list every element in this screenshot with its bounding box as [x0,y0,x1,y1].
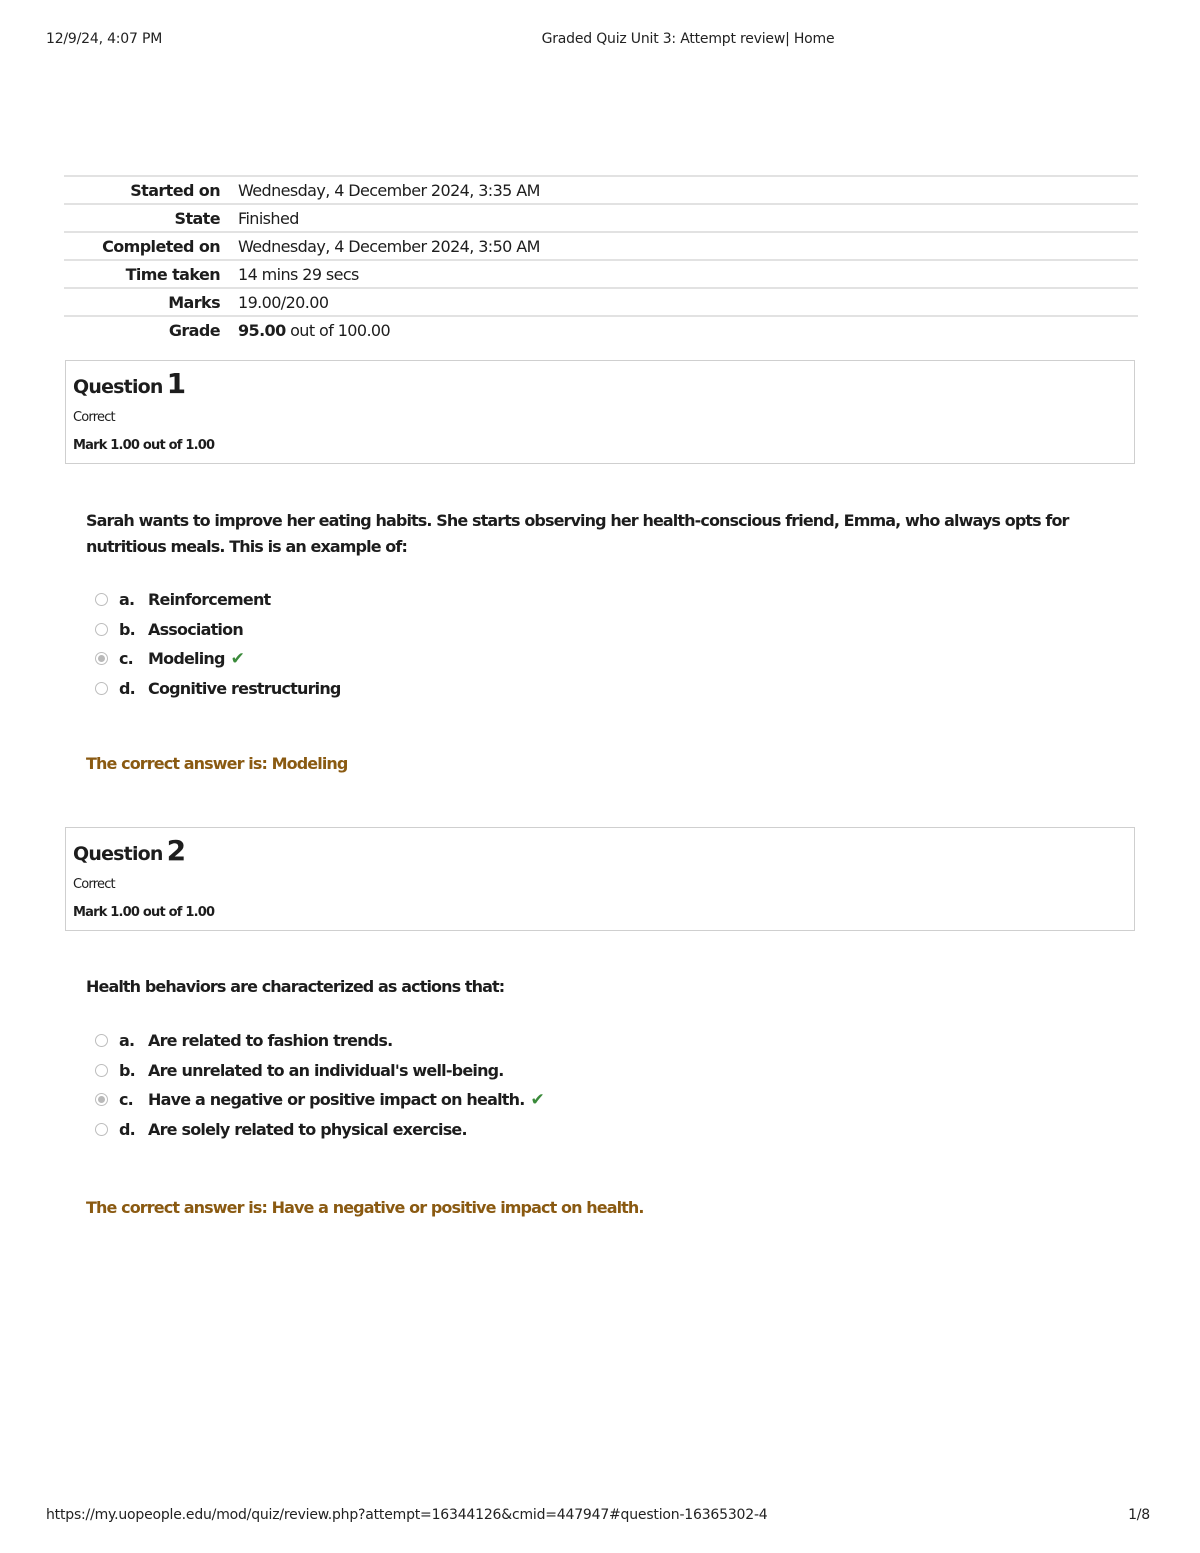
summary-label: Grade [168,321,220,340]
answer-text: Association [148,619,243,639]
answer-letter: b. [119,619,135,639]
question-state: Correct [73,877,115,892]
question-label: Question [73,843,163,865]
answer-text: Modeling [148,649,225,668]
answer-letter: a. [119,1031,135,1050]
print-datetime: 12/9/24, 4:07 PM [46,31,163,47]
question-number-value: 2 [166,834,186,867]
question-state: Correct [73,410,115,425]
grade-out-of: out of 100.00 [285,321,391,340]
summary-row [64,232,1138,260]
question-text: Health behaviors are characterized as actions that: [86,977,505,996]
radio-button[interactable] [95,1034,108,1047]
right-answer-feedback: The correct answer is: Have a negative or positive impact on health. [86,1198,644,1217]
answer-text-wrap [148,649,244,669]
summary-value [238,316,1138,344]
right-answer-feedback: The correct answer is: Modeling [86,754,348,773]
grade-value: 95.00 [238,321,286,340]
print-page-number: 1/8 [1128,1507,1150,1523]
radio-button[interactable] [95,623,108,636]
answer-letter: d. [119,1119,135,1139]
answer-letter: a. [119,590,135,609]
summary-value: Wednesday, 4 December 2024, 3:50 AM [238,236,540,256]
answer-text: Cognitive restructuring [148,678,341,698]
radio-button-checked[interactable] [95,1093,108,1106]
answer-text-wrap [148,1090,544,1110]
answer-text: Have a negative or positive impact on health. [148,1090,525,1109]
radio-button-checked[interactable] [95,652,108,665]
correct-check-icon: ✔ [530,1090,544,1110]
summary-label: Started on [130,180,220,200]
summary-label: State [174,208,220,228]
print-header [0,31,1200,49]
answer-text: Are related to fashion trends. [148,1031,393,1050]
summary-row [64,260,1138,288]
summary-row [64,204,1138,232]
question-text: Sarah wants to improve her eating habits. She starts observing her health-conscious friend, Emma, who always opts for nutritious meals. This is an example of: [86,511,1069,556]
radio-button[interactable] [95,1064,108,1077]
radio-button[interactable] [95,593,108,606]
summary-value: 14 mins 29 secs [238,264,359,284]
answer-text: Are solely related to physical exercise. [148,1119,467,1139]
question-number-value: 1 [166,367,186,400]
summary-row [64,176,1138,204]
answer-letter: c. [119,649,133,668]
answer-text: Reinforcement [148,590,271,609]
summary-row [64,316,1138,344]
answer-letter: b. [119,1060,135,1080]
correct-check-icon: ✔ [230,649,245,669]
question-label: Question [73,376,163,398]
summary-value: Finished [238,208,299,228]
summary-row [64,288,1138,316]
question-info-box [65,827,1135,931]
radio-button[interactable] [95,1123,108,1136]
summary-label: Completed on [102,236,220,256]
question-info-box [65,360,1135,464]
summary-label: Time taken [125,264,220,284]
answer-text: Are unrelated to an individual's well-being. [148,1060,504,1080]
radio-button[interactable] [95,682,108,695]
attempt-summary-table [64,175,1138,344]
question-grade: Mark 1.00 out of 1.00 [73,905,215,920]
summary-value: Wednesday, 4 December 2024, 3:35 AM [238,180,540,200]
answer-letter: c. [119,1090,133,1109]
print-footer [0,1507,1200,1525]
summary-value: 19.00/20.00 [238,292,329,312]
question-grade: Mark 1.00 out of 1.00 [73,438,215,453]
summary-label: Marks [168,292,220,312]
question-number [73,834,185,867]
question-number [73,367,185,400]
print-url: https://my.uopeople.edu/mod/quiz/review.php?attempt=16344126&cmid=447947#question-16365302-4 [46,1507,768,1523]
answer-letter: d. [119,678,135,698]
print-title: Graded Quiz Unit 3: Attempt review| Home [541,31,835,47]
